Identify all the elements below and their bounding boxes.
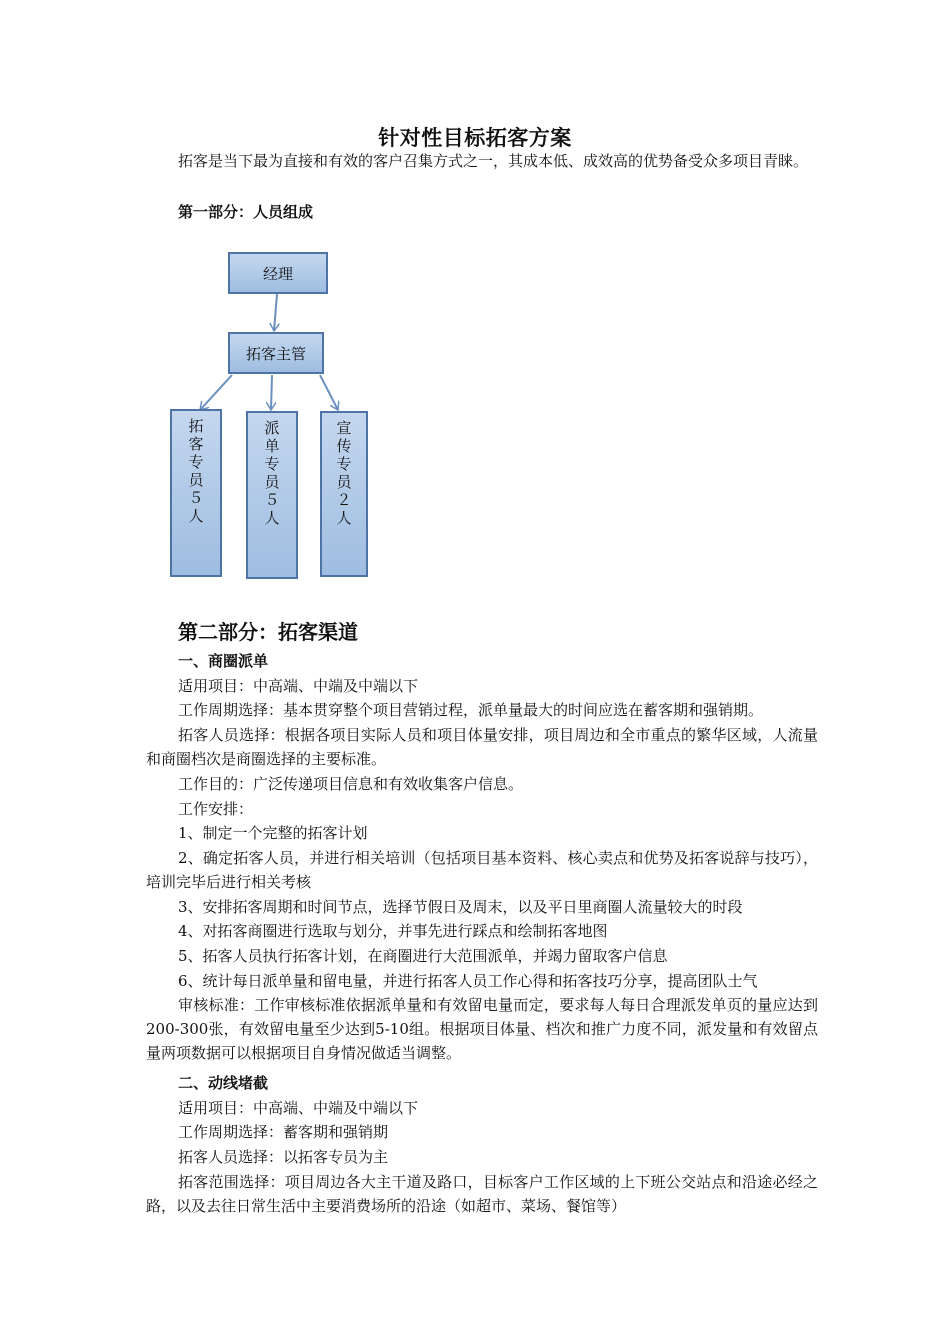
s2-line: 工作周期选择：蓄客期和强销期 — [178, 1123, 389, 1141]
s1-line: 1、制定一个完整的拓客计划 — [178, 824, 368, 842]
org-staff-3-label: 宣 传 专 员 ２ 人 — [336, 419, 352, 527]
s1-line: 适用项目：中高端、中端及中端以下 — [178, 677, 419, 695]
part2-heading: 第二部分：拓客渠道 — [178, 620, 358, 644]
arrow-supervisor-to-staff-1 — [200, 375, 232, 410]
s2-line: 适用项目：中高端、中端及中端以下 — [178, 1099, 419, 1117]
s2-line: 拓客人员选择：以拓客专员为主 — [178, 1148, 389, 1166]
section1-heading: 一、商圈派单 — [178, 652, 269, 670]
intro-paragraph: 拓客是当下最为直接和有效的客户召集方式之一，其成本低、成效高的优势备受众多项目青睐。 — [178, 152, 809, 170]
org-box-supervisor — [228, 332, 324, 374]
arrow-manager-to-supervisor — [274, 294, 277, 331]
s1-line: 4、对拓客商圈进行选取与划分，并事先进行踩点和绘制拓客地图 — [178, 922, 608, 940]
org-box-staff-3 — [320, 411, 368, 577]
part1-heading: 第一部分：人员组成 — [178, 203, 314, 221]
s1-line: 审核标准：工作审核标准依据派单量和有效留电量而定，要求每人每日合理派发单页的量应达到200-300张，有效留电量至少达到5-10组。根据项目体量、档次和推广力度不同，派发量和有效留点量两项数据可以根据项目自身情况做适当调整。 — [146, 996, 818, 1062]
s1-line: 工作安排： — [178, 800, 254, 818]
org-box-staff-1 — [170, 409, 222, 577]
org-staff-1-label: 拓 客 专 员 ５ 人 — [188, 417, 204, 525]
s1-line: 6、统计每日派单量和留电量，并进行拓客人员工作心得和拓客技巧分享，提高团队士气 — [178, 972, 758, 990]
document-title: 针对性目标拓客方案 — [378, 125, 572, 150]
s2-line: 拓客范围选择：项目周边各大主干道及路口，目标客户工作区域的上下班公交站点和沿途必经之路，以及去往日常生活中主要消费场所的沿途（如超市、菜场、餐馆等） — [146, 1173, 818, 1215]
s1-line: 工作周期选择：基本贯穿整个项目营销过程，派单量最大的时间应选在蓄客期和强销期。 — [178, 701, 764, 719]
arrow-supervisor-to-staff-2 — [271, 375, 272, 410]
org-box-manager — [228, 252, 328, 294]
s1-line: 5、拓客人员执行拓客计划，在商圈进行大范围派单，并竭力留取客户信息 — [178, 947, 668, 965]
s1-line: 2、确定拓客人员，并进行相关培训（包括项目基本资料、核心卖点和优势及拓客说辞与技巧），培训完毕后进行相关考核 — [146, 849, 818, 891]
org-staff-2-label: 派 单 专 员 ５ 人 — [264, 419, 280, 527]
org-supervisor-label: 拓客主管 — [245, 344, 306, 363]
org-manager-label: 经理 — [262, 264, 293, 283]
arrow-supervisor-to-staff-3 — [320, 375, 338, 410]
section2-heading: 二、动线堵截 — [178, 1074, 269, 1092]
org-box-staff-2 — [246, 411, 298, 579]
s1-line: 3、安排拓客周期和时间节点，选择节假日及周末，以及平日里商圈人流量较大的时段 — [178, 898, 743, 916]
s1-line: 拓客人员选择：根据各项目实际人员和项目体量安排，项目周边和全市重点的繁华区域，人流量和商圈档次是商圈选择的主要标准。 — [146, 726, 818, 768]
s1-line: 工作目的：广泛传递项目信息和有效收集客户信息。 — [178, 775, 524, 793]
